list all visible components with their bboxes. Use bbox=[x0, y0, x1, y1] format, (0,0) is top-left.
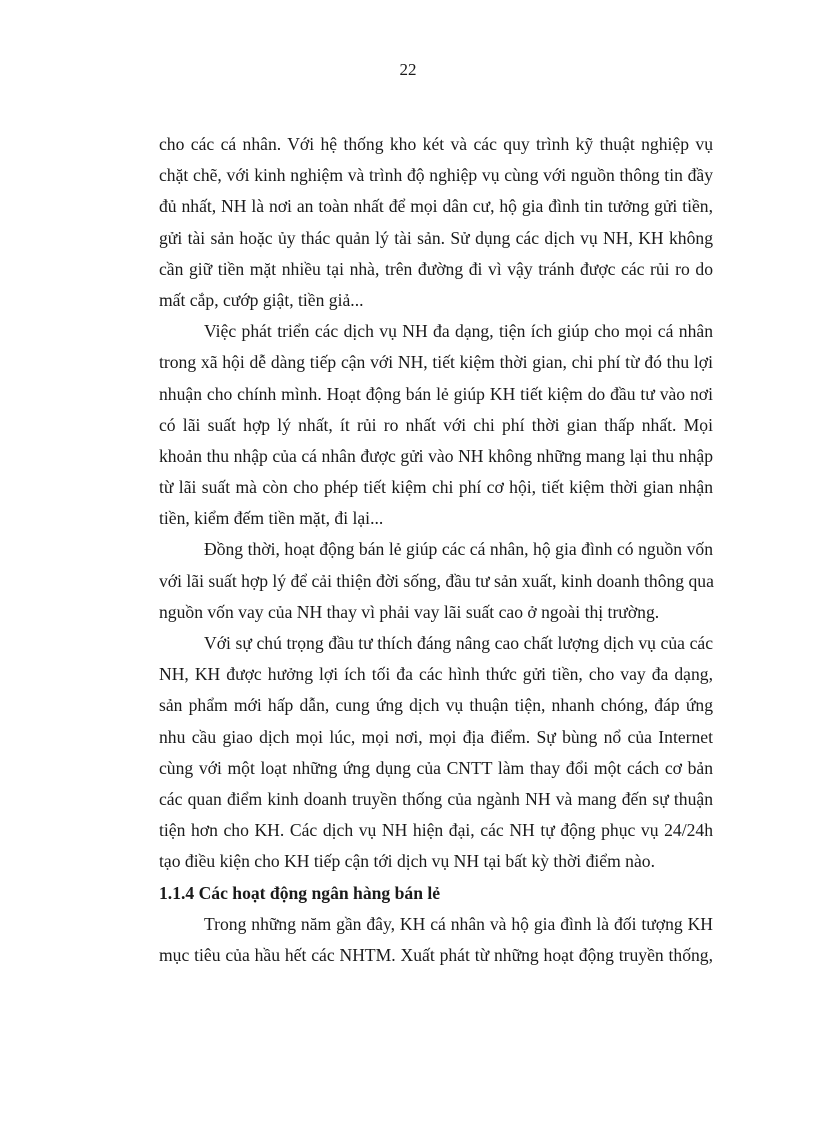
paragraph-investment bbox=[159, 628, 713, 878]
text-line: tạo điều kiện cho KH tiếp cận tới dịch vụ NH tại bất kỳ thời điểm nào. bbox=[159, 851, 655, 872]
text-line: cho các cá nhân. Với hệ thống kho két và các quy trình kỹ thuật nghiệp vụ bbox=[159, 134, 713, 154]
paragraph-capital bbox=[159, 534, 713, 628]
text-line: Đồng thời, hoạt động bán lẻ giúp các cá nhân, hộ gia đình có nguồn vốn bbox=[204, 539, 713, 560]
section-heading-text: 1.1.4 Các hoạt động ngân hàng bán lẻ bbox=[159, 882, 441, 903]
text-line: đủ nhất, NH là nơi an toàn nhất để mọi dân cư, hộ gia đình tin tưởng gửi tiền, bbox=[159, 196, 713, 217]
text-line: nhu cầu giao dịch mọi lúc, mọi nơi, mọi địa điểm. Sự bùng nổ của Internet bbox=[159, 726, 713, 747]
paragraph-retail-activities bbox=[159, 909, 713, 971]
text-line: mục tiêu của hầu hết các NHTM. Xuất phát từ những hoạt động truyền thống, bbox=[159, 944, 713, 965]
document-body bbox=[159, 129, 713, 971]
page-number: 22 bbox=[399, 60, 417, 79]
paragraph-development bbox=[159, 316, 713, 534]
text-line: tiền, kiểm đếm tiền mặt, đi lại... bbox=[159, 508, 384, 529]
text-line: Trong những năm gần đây, KH cá nhân và hộ gia đình là đối tượng KH bbox=[204, 913, 713, 934]
text-line: có lãi suất hợp lý nhất, ít rủi ro nhất với chi phí thời gian thấp nhất. Mọi bbox=[159, 414, 713, 435]
text-line: Với sự chú trọng đầu tư thích đáng nâng cao chất lượng dịch vụ của các bbox=[204, 633, 713, 653]
text-line: sản phẩm mới hấp dẫn, cung ứng dịch vụ thuận tiện, nhanh chóng, đáp ứng bbox=[159, 695, 713, 716]
text-line: trong xã hội dễ dàng tiếp cận với NH, tiết kiệm thời gian, chi phí từ đó thu lợi bbox=[159, 352, 713, 373]
text-line: các quan điểm kinh doanh truyền thống của ngành NH và mang đến sự thuận bbox=[159, 788, 713, 809]
paragraph-continuation bbox=[159, 129, 713, 316]
text-line: chặt chẽ, với kinh nghiệm và trình độ nghiệp vụ cùng với nguồn thông tin đầy bbox=[159, 165, 713, 186]
text-line: khoản thu nhập của cá nhân được gửi vào NH không những mang lại thu nhập bbox=[159, 445, 713, 466]
text-line: tiện hơn cho KH. Các dịch vụ NH hiện đại, các NH tự động phục vụ 24/24h bbox=[159, 820, 713, 841]
text-line: từ lãi suất mà còn cho phép tiết kiệm chi phí cơ hội, tiết kiệm thời gian nhận bbox=[159, 477, 713, 498]
text-line: cần giữ tiền mặt nhiều tại nhà, trên đường đi vì vậy tránh được các rủi ro do bbox=[159, 258, 713, 279]
text-line: NH, KH được hưởng lợi ích tối đa các hình thức gửi tiền, cho vay đa dạng, bbox=[159, 664, 713, 685]
section-heading bbox=[159, 878, 713, 909]
text-line: với lãi suất hợp lý để cải thiện đời sống, đầu tư sản xuất, kinh doanh thông qua bbox=[159, 570, 714, 591]
text-line: cùng với một loạt những ứng dụng của CNTT làm thay đổi một cách cơ bản bbox=[159, 757, 713, 778]
text-line: nhuận cho chính mình. Hoạt động bán lẻ giúp KH tiết kiệm do đầu tư vào nơi bbox=[159, 383, 713, 404]
text-line: nguồn vốn vay của NH thay vì phải vay lãi suất cao ở ngoài thị trường. bbox=[159, 601, 660, 622]
text-line: mất cắp, cướp giật, tiền giả... bbox=[159, 289, 364, 310]
text-line: gửi tài sản hoặc ủy thác quản lý tài sản. Sử dụng các dịch vụ NH, KH không bbox=[159, 227, 713, 248]
text-line: Việc phát triển các dịch vụ NH đa dạng, tiện ích giúp cho mọi cá nhân bbox=[204, 321, 713, 342]
